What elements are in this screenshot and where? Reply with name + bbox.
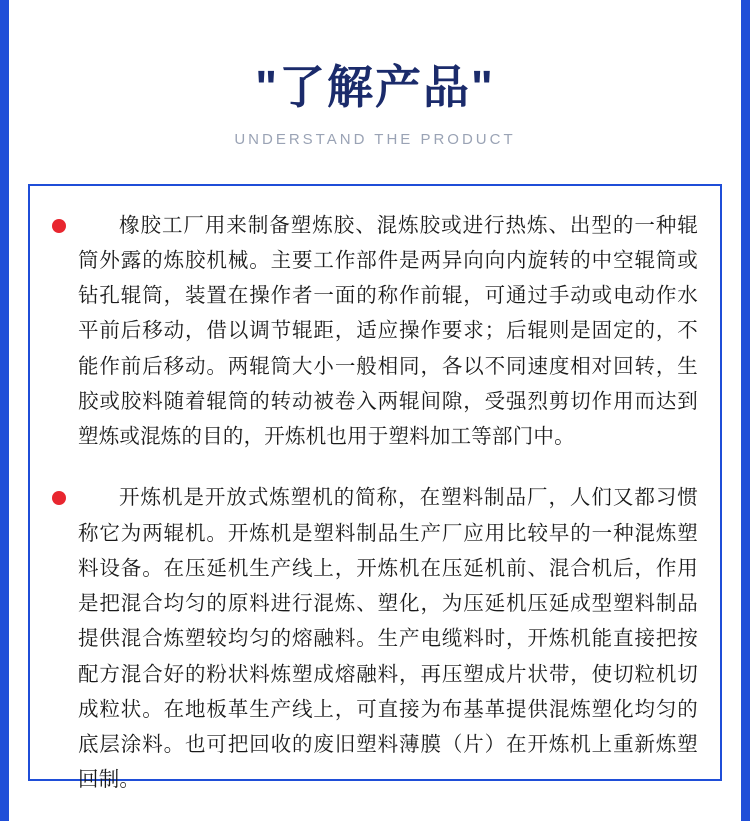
paragraph-item — [52, 208, 698, 455]
left-edge-bar — [0, 0, 9, 821]
page-title: "了解产品" — [255, 61, 495, 113]
product-description-box — [28, 184, 722, 792]
paragraph-text: 橡胶工厂用来制备塑炼胶、混炼胶或进行热炼、出型的一种辊筒外露的炼胶机械。主要工作部件是两异向向内旋转的中空辊筒或钻孔辊筒，装置在操作者一面的称作前辊，可通过手动或电动作水平前后移动，借以调节辊距，适应操作要求；后辊则是固定的，不能作前后移动。两辊筒大小一般相同，各以不同速度相对回转，生胶或胶料随着辊筒的转动被卷入两辊间隙，受强烈剪切作用而达到塑炼或混炼的目的，开炼机也用于塑料加工等部门中。 — [78, 213, 698, 449]
paragraph-item — [52, 480, 698, 797]
page-header — [9, 0, 741, 148]
bullet-dot-icon — [52, 491, 66, 505]
page-content — [9, 0, 741, 821]
right-edge-bar — [741, 0, 750, 821]
page-subtitle: UNDERSTAND THE PRODUCT — [234, 130, 516, 148]
paragraph-text: 开炼机是开放式炼塑机的简称，在塑料制品厂，人们又都习惯称它为两辊机。开炼机是塑料制品生产厂应用比较早的一种混炼塑料设备。在压延机生产线上，开炼机在压延机前、混合机后，作用是把混合均匀的原料进行混炼、塑化，为压延机压延成型塑料制品提供混合炼塑较均匀的熔融料。生产电缆料时，开炼机能直接把按配方混合好的粉状料炼塑成熔融料，再压塑成片状带，使切粒机切成粒状。在地板革生产线上，可直接为布基革提供混炼塑化均匀的底层涂料。也可把回收的废旧塑料薄膜（片）在开炼机上重新炼塑回制。 — [78, 486, 698, 792]
bullet-dot-icon — [52, 219, 66, 233]
